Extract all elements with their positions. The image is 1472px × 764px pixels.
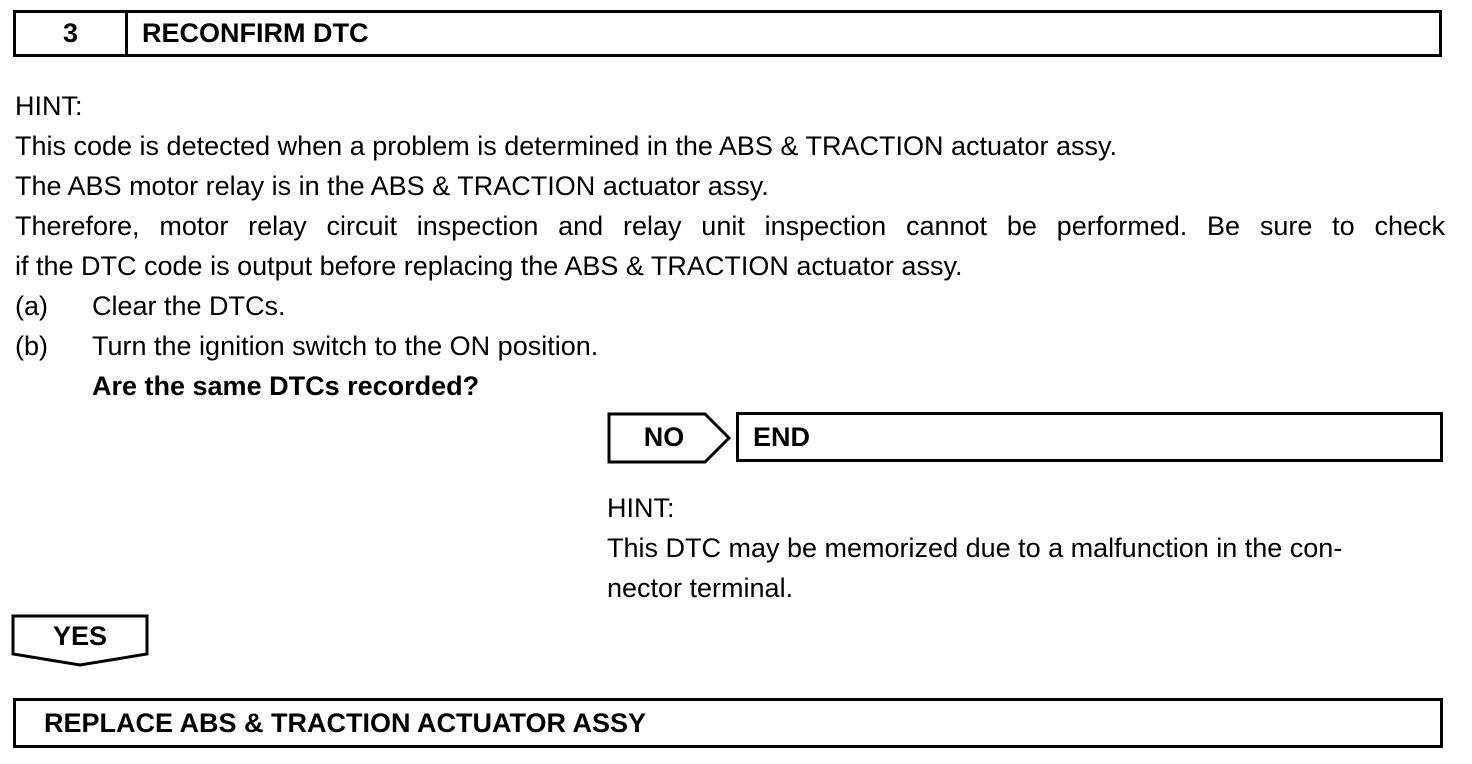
step-text: Clear the DTCs. [92,291,286,321]
step-text: Turn the ignition switch to the ON position. [92,331,599,361]
no-hint-line: This DTC may be memorized due to a malfunction in the con- [607,533,1343,563]
step-marker: (a) [15,291,48,321]
no-hint-line: nector terminal. [607,573,794,603]
replace-action-box: REPLACE ABS & TRACTION ACTUATOR ASSY [13,698,1443,748]
hint-label: HINT: [15,91,83,121]
step-number: 3 [16,13,128,54]
question: Are the same DTCs recorded? [92,371,480,401]
step-marker: (b) [15,331,48,361]
end-box: END [736,412,1443,462]
step-title: RECONFIRM DTC [142,18,369,48]
no-label: NO [643,421,685,452]
hint-line: Therefore, motor relay circuit inspection and relay unit inspection cannot be performed. Be sure to check [15,211,1445,241]
no-hint-label: HINT: [607,493,675,523]
step-header [13,10,1442,57]
yes-label: YES [52,620,108,651]
hint-line: This code is detected when a problem is determined in the ABS & TRACTION actuator assy. [15,131,1118,161]
hint-line: if the DTC code is output before replacing the ABS & TRACTION actuator assy. [15,251,963,281]
hint-line: The ABS motor relay is in the ABS & TRACTION actuator assy. [15,171,769,201]
